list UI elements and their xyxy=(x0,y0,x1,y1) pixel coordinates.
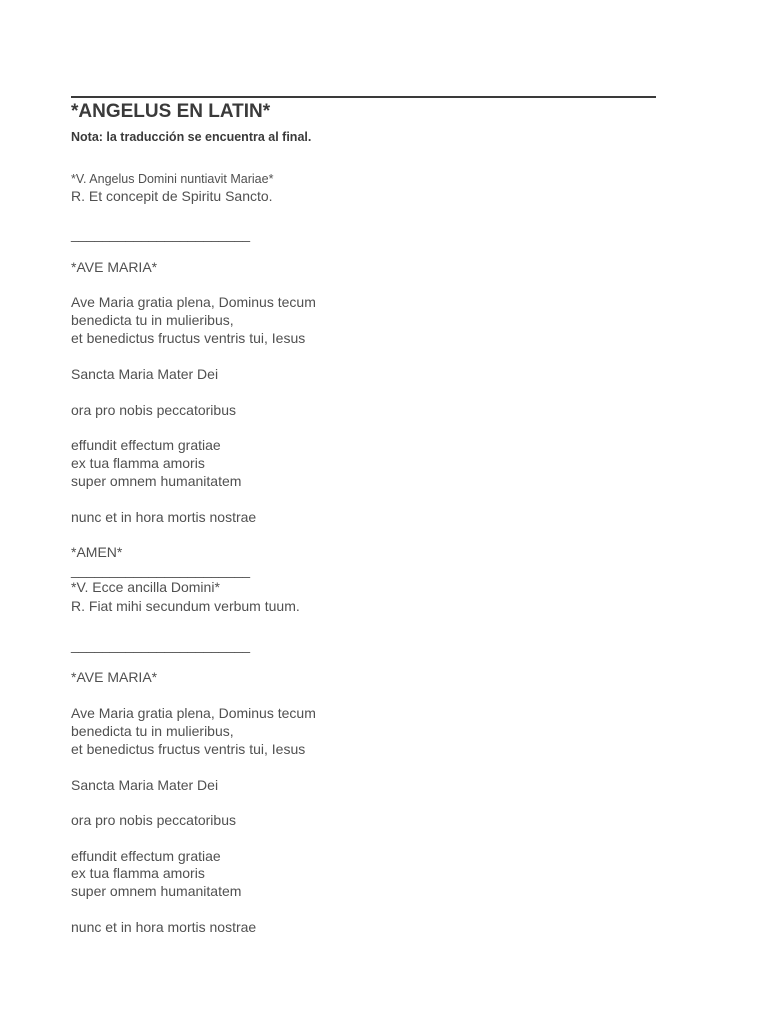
text-line: benedicta tu in mulieribus, xyxy=(71,723,234,739)
text-line: Sancta Maria Mater Dei xyxy=(71,366,219,382)
text-line: super omnem humanitatem xyxy=(71,883,242,899)
text-line: ex tua flamma amoris xyxy=(71,455,205,471)
text-line: _______________________ xyxy=(71,637,251,653)
text-line: effundit effectum gratiae xyxy=(71,437,221,453)
text-line: benedicta tu in mulieribus, xyxy=(71,312,234,328)
text-line: ex tua flamma amoris xyxy=(71,865,205,881)
text-line: effundit effectum gratiae xyxy=(71,848,221,864)
text-line: nunc et in hora mortis nostrae xyxy=(71,509,257,525)
document-title: *ANGELUS EN LATIN* xyxy=(71,101,271,122)
text-line: Sancta Maria Mater Dei xyxy=(71,777,219,793)
text-line: *V. Angelus Domini nuntiavit Mariae* xyxy=(71,172,274,186)
text-line: Ave Maria gratia plena, Dominus tecum xyxy=(71,294,316,310)
text-line: ora pro nobis peccatoribus xyxy=(71,402,236,418)
text-line: et benedictus fructus ventris tui, Iesus xyxy=(71,330,306,346)
text-line: super omnem humanitatem xyxy=(71,473,242,489)
text-line: R. Et concepit de Spiritu Sancto. xyxy=(71,188,273,204)
text-line: *AVE MARIA* xyxy=(71,669,158,685)
text-line: Ave Maria gratia plena, Dominus tecum xyxy=(71,705,316,721)
text-line: _______________________ xyxy=(71,562,251,578)
text-line: _______________________ xyxy=(71,226,251,242)
text-line: R. Fiat mihi secundum verbum tuum. xyxy=(71,598,300,614)
translation-note: Nota: la traducción se encuentra al final. xyxy=(71,130,312,144)
text-line: *AVE MARIA* xyxy=(71,259,158,275)
text-line: et benedictus fructus ventris tui, Iesus xyxy=(71,741,306,757)
text-line: nunc et in hora mortis nostrae xyxy=(71,919,257,935)
text-line: *V. Ecce ancilla Domini* xyxy=(71,579,220,595)
top-divider xyxy=(71,96,656,98)
text-line: *AMEN* xyxy=(71,544,123,560)
text-line: ora pro nobis peccatoribus xyxy=(71,812,236,828)
